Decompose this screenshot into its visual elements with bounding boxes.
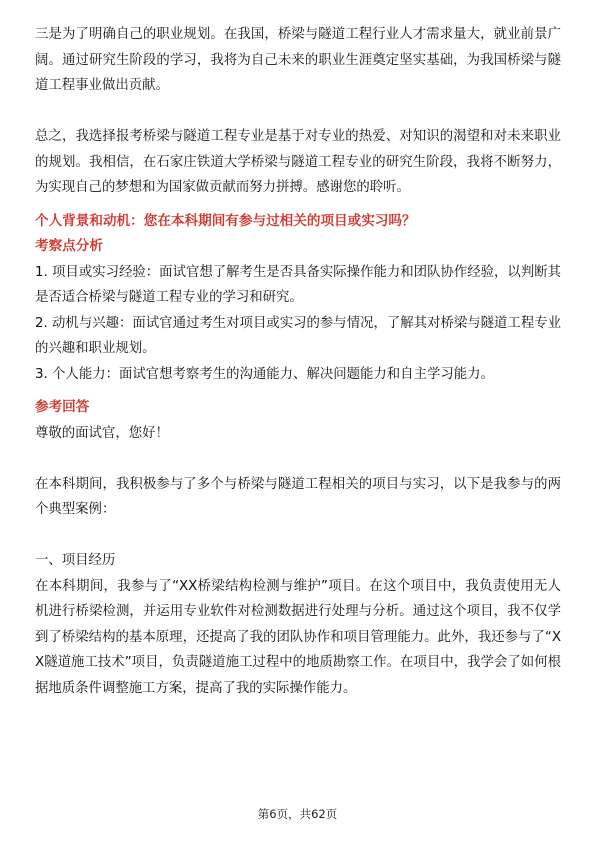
intro-paragraph-1: 三是为了明确自己的职业规划。在我国，桥梁与隧道工程行业人才需求量大，就业前景广阔。通过研究生阶段的学习，我将为自己未来的职业生涯奠定坚实基础，为我国桥梁与隧道工程事业做出贡献。 xyxy=(35,27,561,93)
interview-question: 个人背景和动机：您在本科期间有参与过相关的项目或实习吗？ xyxy=(35,212,416,229)
analysis-item-3: 3. 个人能力：面试官想考察考生的沟通能力、解决问题能力和自主学习能力。 xyxy=(35,366,494,382)
answer-greeting: 尊敬的面试官，您好！ xyxy=(35,425,169,441)
answer-paragraph-2: 在本科期间，我参与了“XX桥梁结构检测与维护”项目。在这个项目中，我负责使用无人机进行桥梁检测，并运用专业软件对检测数据进行处理与分析。通过这个项目，我不仅学到了桥梁结构的基本原理，还提高了我的团队协作和项目管理能力。此外，我还参与了“XX隧道施工技术”项目，负责隧道施工过程中的地质勘察工作。在项目中，我学会了如何根据地质条件调整施工方案，提高了我的实际操作能力。 xyxy=(35,578,561,696)
spacer xyxy=(35,446,561,472)
spacer xyxy=(35,387,561,395)
answer-paragraph-1: 在本科期间，我积极参与了多个与桥梁与隧道工程相关的项目与实习，以下是我参与的两个典型案例： xyxy=(35,476,561,517)
intro-paragraph-2: 总之，我选择报考桥梁与隧道工程专业是基于对专业的热爱、对知识的渴望和对未来职业的规划。我相信，在石家庄铁道大学桥梁与隧道工程专业的研究生阶段，我将不断努力，为实现自己的梦想和为国家做贡献而努力拼搏。感谢您的聆听。 xyxy=(35,129,561,195)
answer-section-title: 一、项目经历 xyxy=(35,553,116,568)
analysis-item-1: 1. 项目或实习经验：面试官想了解考生是否具备实际操作能力和团队协作经验，以判断其是否适合桥梁与隧道工程专业的学习和研究。 xyxy=(35,264,561,305)
spacer xyxy=(35,523,561,549)
spacer xyxy=(35,201,561,209)
page-number: 第6页，共62页 xyxy=(257,807,338,821)
analysis-item-2: 2. 动机与兴趣：面试官通过考生对项目或实习的参与情况，了解其对桥梁与隧道工程专业的兴趣和职业规划。 xyxy=(35,315,561,356)
spacer xyxy=(35,99,561,125)
answer-heading: 参考回答 xyxy=(35,399,90,415)
document-page xyxy=(35,22,561,701)
analysis-heading: 考察点分析 xyxy=(35,238,103,254)
